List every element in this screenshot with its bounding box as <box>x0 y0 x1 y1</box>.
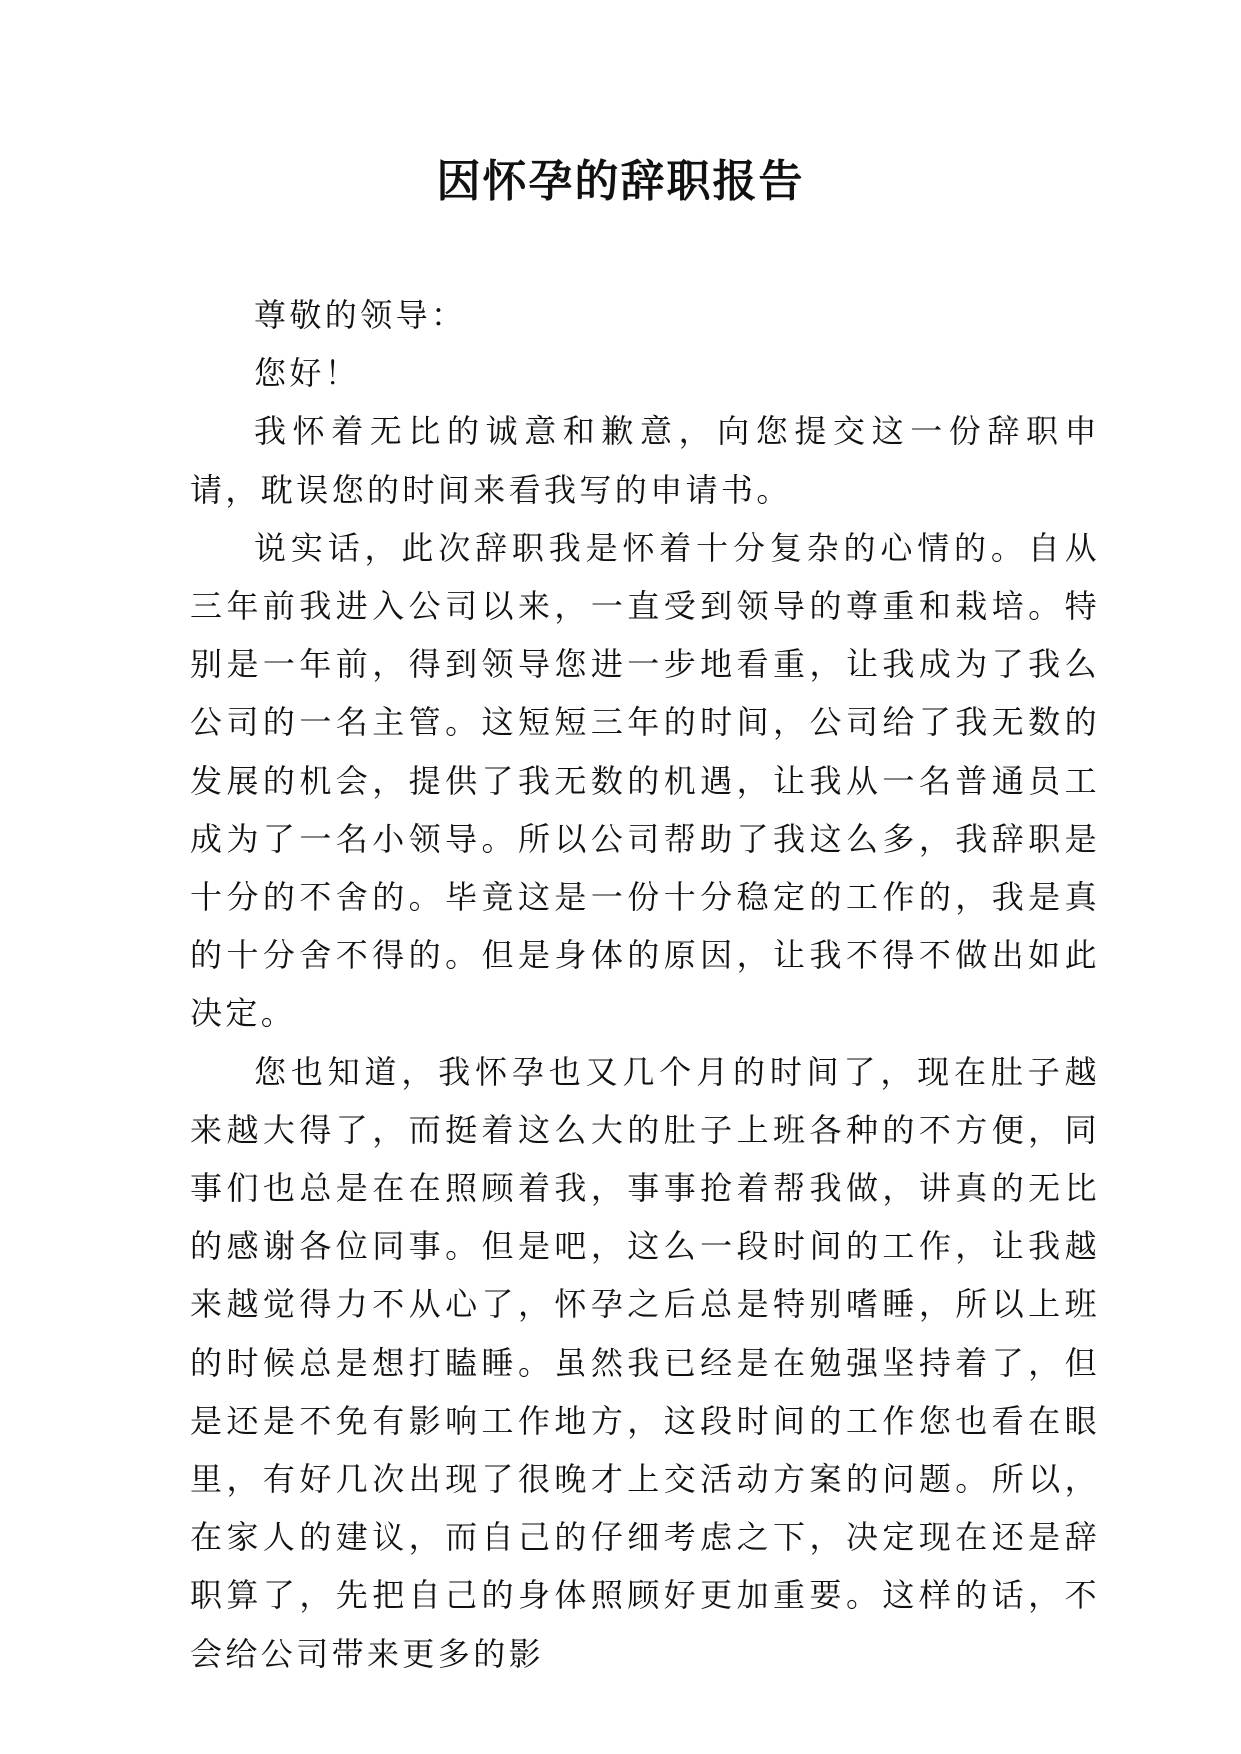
body-paragraph: 说实话，此次辞职我是怀着十分复杂的心情的。自从三年前我进入公司以来，一直受到领导的尊重和栽培。特别是一年前，得到领导您进一步地看重，让我成为了我么公司的一名主管。这短短三年的时间，公司给了我无数的发展的机会，提供了我无数的机遇，让我从一名普通员工成为了一名小领导。所以公司帮助了我这么多，我辞职是十分的不舍的。毕竟这是一份十分稳定的工作的，我是真的十分舍不得的。但是身体的原因，让我不得不做出如此决定。 <box>190 528 1100 1033</box>
greeting: 您好！ <box>254 354 361 393</box>
body-paragraph: 您也知道，我怀孕也又几个月的时间了，现在肚子越来越大得了，而挺着这么大的肚子上班各种的不方便，同事们也总是在在照顾着我，事事抢着帮我做，讲真的无比的感谢各位同事。但是吧，这么一段时间的工作，让我越来越觉得力不从心了，怀孕之后总是特别嗜睡，所以上班的时候总是想打瞌睡。虽然我已经是在勉强坚持着了，但是还是不免有影响工作地方，这段时间的工作您也看在眼里，有好几次出现了很晚才上交活动方案的问题。所以，在家人的建议，而自己的仔细考虑之下，决定现在还是辞职算了，先把自己的身体照顾好更加重要。这样的话，不会给公司带来更多的影 <box>190 1052 1100 1673</box>
salutation: 尊敬的领导： <box>254 296 467 334</box>
body-paragraph: 我怀着无比的诚意和歉意，向您提交这一份辞职申请，耽误您的时间来看我写的申请书。 <box>190 412 1100 509</box>
document-body <box>190 286 1100 1683</box>
document-title: 因怀孕的辞职报告 <box>436 156 805 207</box>
